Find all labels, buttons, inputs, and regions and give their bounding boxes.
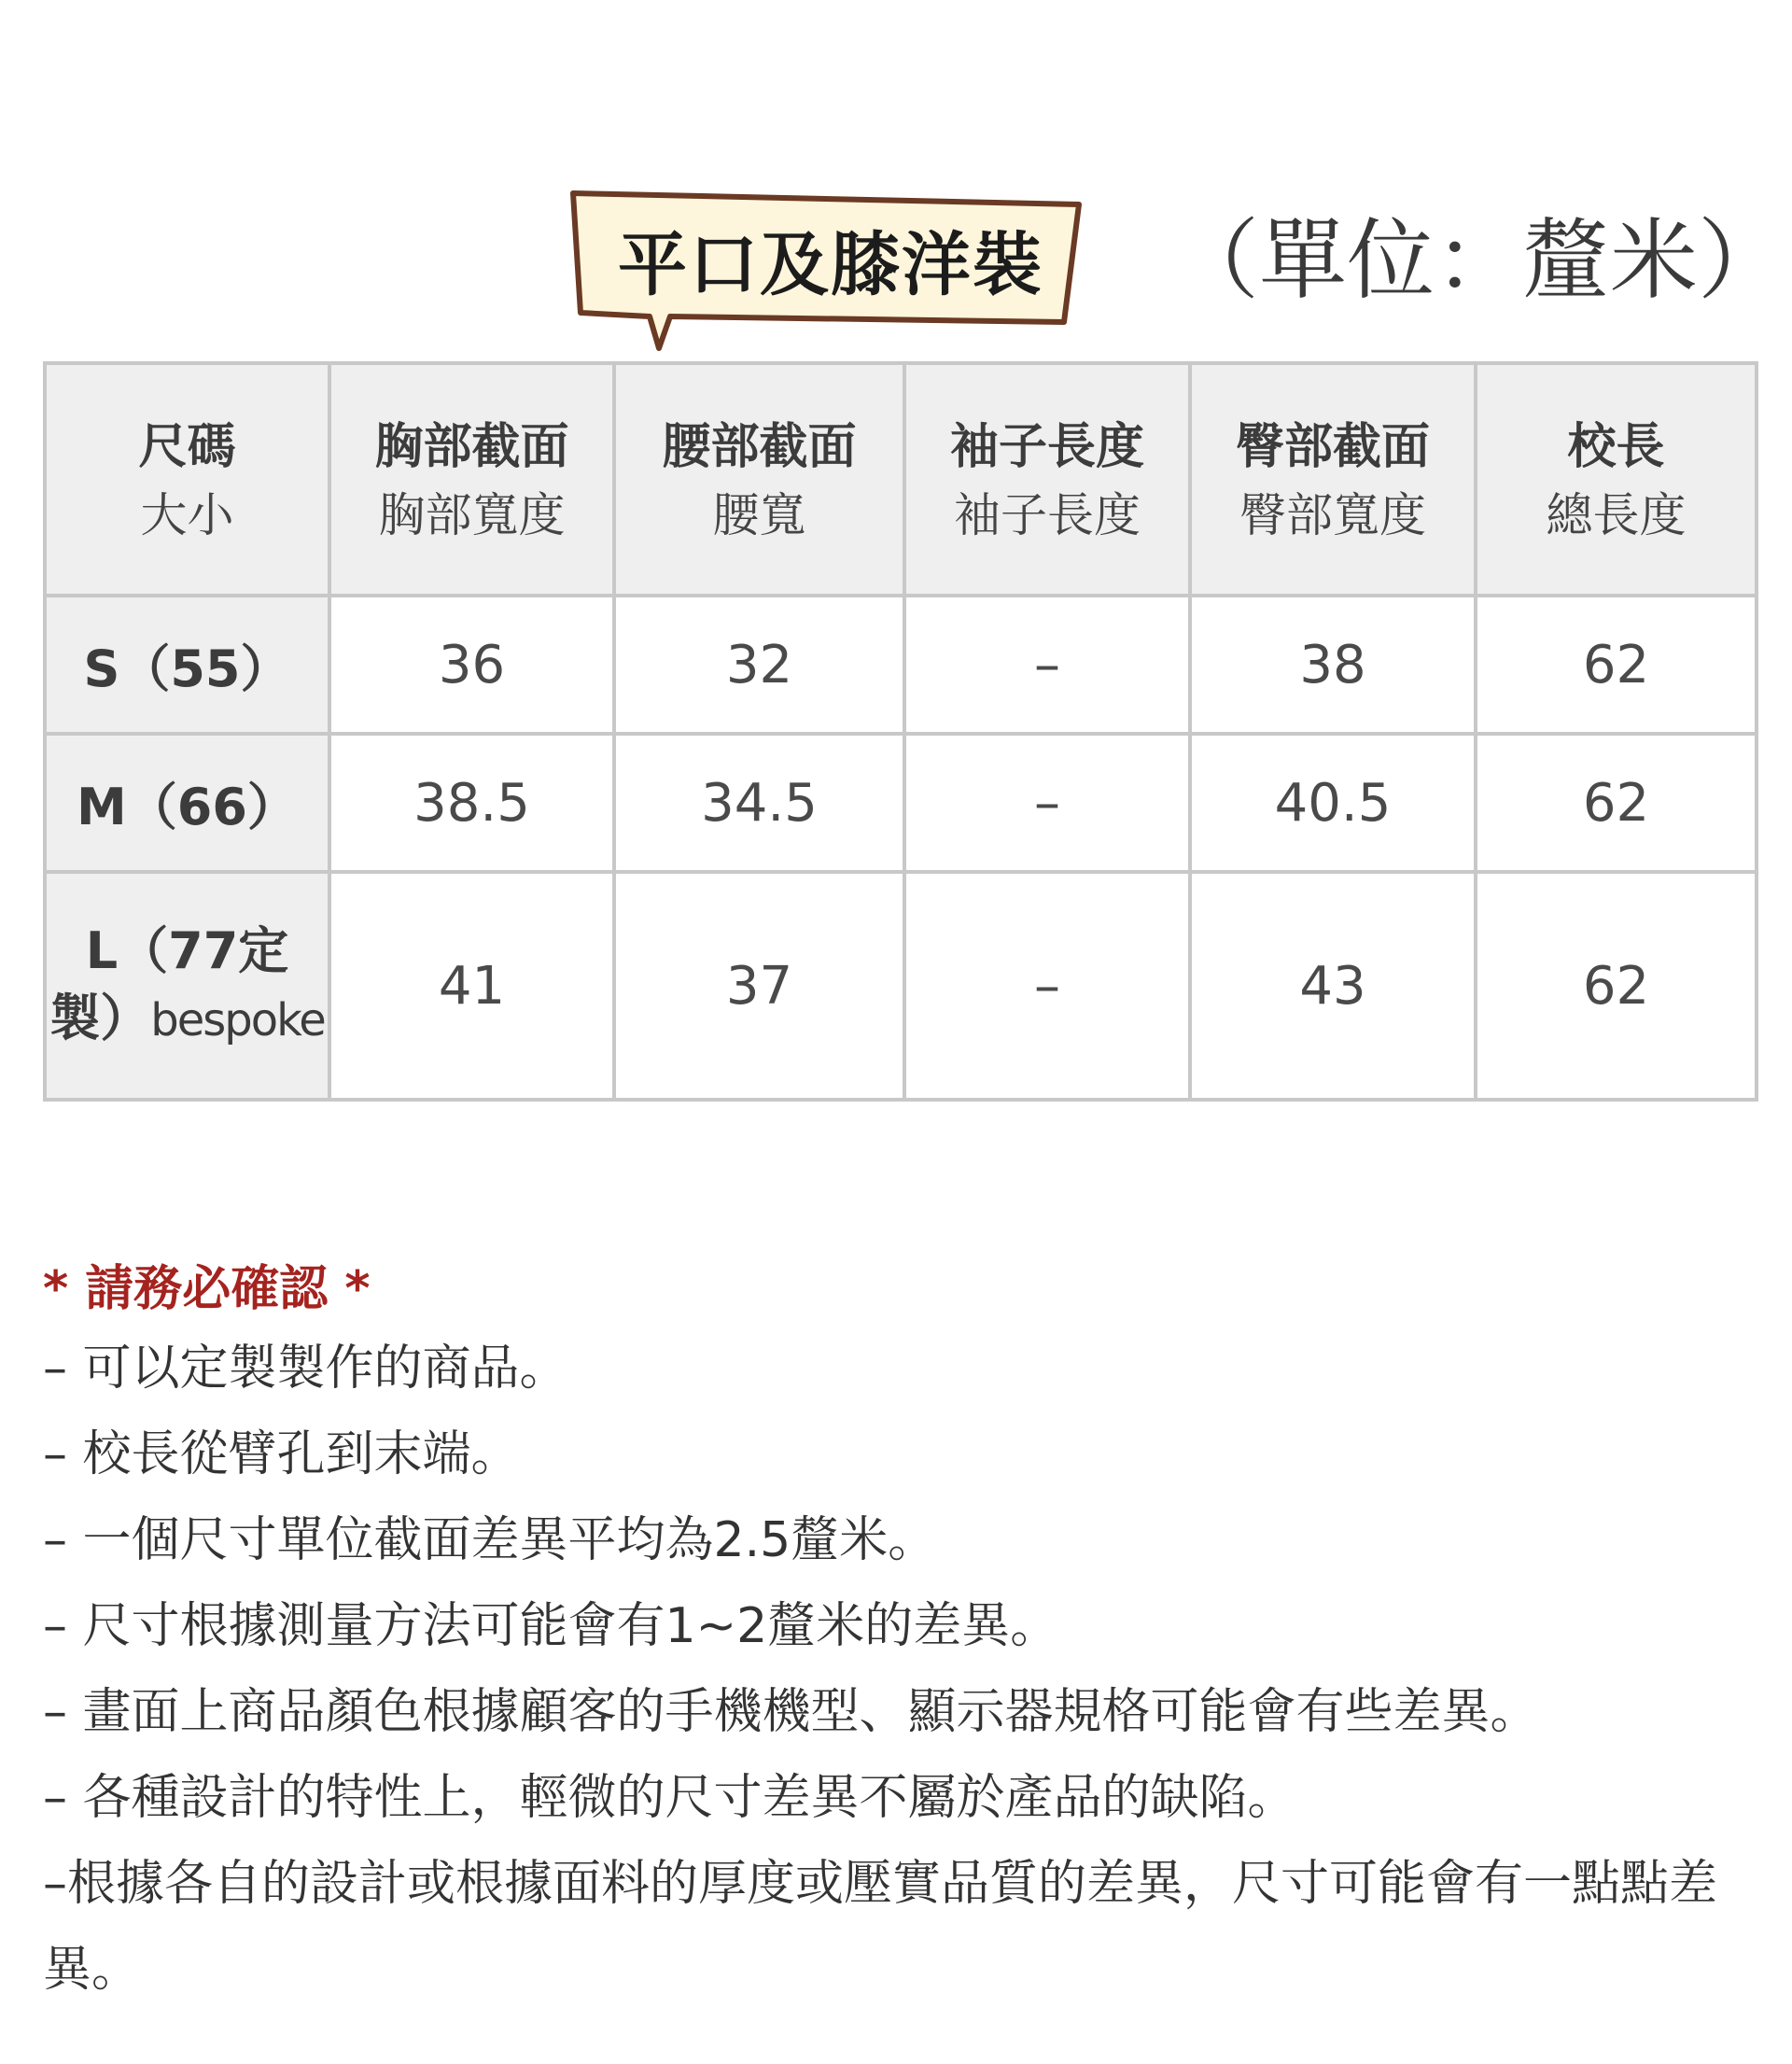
- size-label: S（55）: [45, 596, 329, 734]
- header-size: 尺碼 大小: [45, 363, 329, 596]
- sleeve-value: –: [904, 872, 1190, 1100]
- table-row: [45, 872, 1757, 1100]
- size-table: [43, 361, 1758, 1102]
- hip-value: 38: [1190, 596, 1476, 734]
- header-hip: 臀部截面 臀部寬度: [1190, 363, 1476, 596]
- note-item: – 可以定製製作的商品。: [43, 1341, 568, 1397]
- note-item: – 尺寸根據測量方法可能會有1~2釐米的差異。: [43, 1598, 1059, 1654]
- table-row: [45, 596, 1757, 734]
- chest-value: 41: [329, 872, 614, 1100]
- size-label: [45, 872, 329, 1100]
- note-item: – 各種設計的特性上，輕微的尺寸差異不屬於產品的缺陷。: [43, 1770, 1296, 1826]
- hip-value: 40.5: [1190, 734, 1476, 872]
- header-sleeve: 袖子長度 袖子長度: [904, 363, 1190, 596]
- table-header-row: [45, 363, 1757, 596]
- chest-value: 38.5: [329, 734, 614, 872]
- note-item: – 校長從臂孔到末端。: [43, 1426, 520, 1482]
- bespoke-label: bespoke: [150, 994, 325, 1046]
- notes-section: [43, 1242, 1770, 2013]
- notes-title: * 請務必確認 *: [43, 1260, 371, 1317]
- note-item: –根據各自的設計或根據面料的厚度或壓實品質的差異，尺寸可能會有一點點差異。: [43, 1856, 1718, 1998]
- header-length: 校長 總長度: [1476, 363, 1757, 596]
- size-label-line2: 製）bespoke: [49, 989, 325, 1047]
- header-chest: 胸部截面 胸部寬度: [329, 363, 614, 596]
- length-value: 62: [1476, 734, 1757, 872]
- sleeve-value: –: [904, 734, 1190, 872]
- table-row: [45, 734, 1757, 872]
- product-title: 平口及膝洋裝: [618, 225, 1043, 305]
- title-badge: [560, 182, 1092, 359]
- length-value: 62: [1476, 872, 1757, 1100]
- size-label: M（66）: [45, 734, 329, 872]
- unit-label: （單位：釐米）: [1171, 209, 1786, 312]
- hip-value: 43: [1190, 872, 1476, 1100]
- waist-value: 37: [614, 872, 904, 1100]
- header-waist: 腰部截面 腰寬: [614, 363, 904, 596]
- note-item: – 一個尺寸單位截面差異平均為2.5釐米。: [43, 1512, 937, 1568]
- waist-value: 34.5: [614, 734, 904, 872]
- size-label-line1: L（77定: [85, 921, 289, 980]
- length-value: 62: [1476, 596, 1757, 734]
- note-item: – 畫面上商品顏色根據顧客的手機機型、顯示器規格可能會有些差異。: [43, 1684, 1539, 1740]
- waist-value: 32: [614, 596, 904, 734]
- chest-value: 36: [329, 596, 614, 734]
- sleeve-value: –: [904, 596, 1190, 734]
